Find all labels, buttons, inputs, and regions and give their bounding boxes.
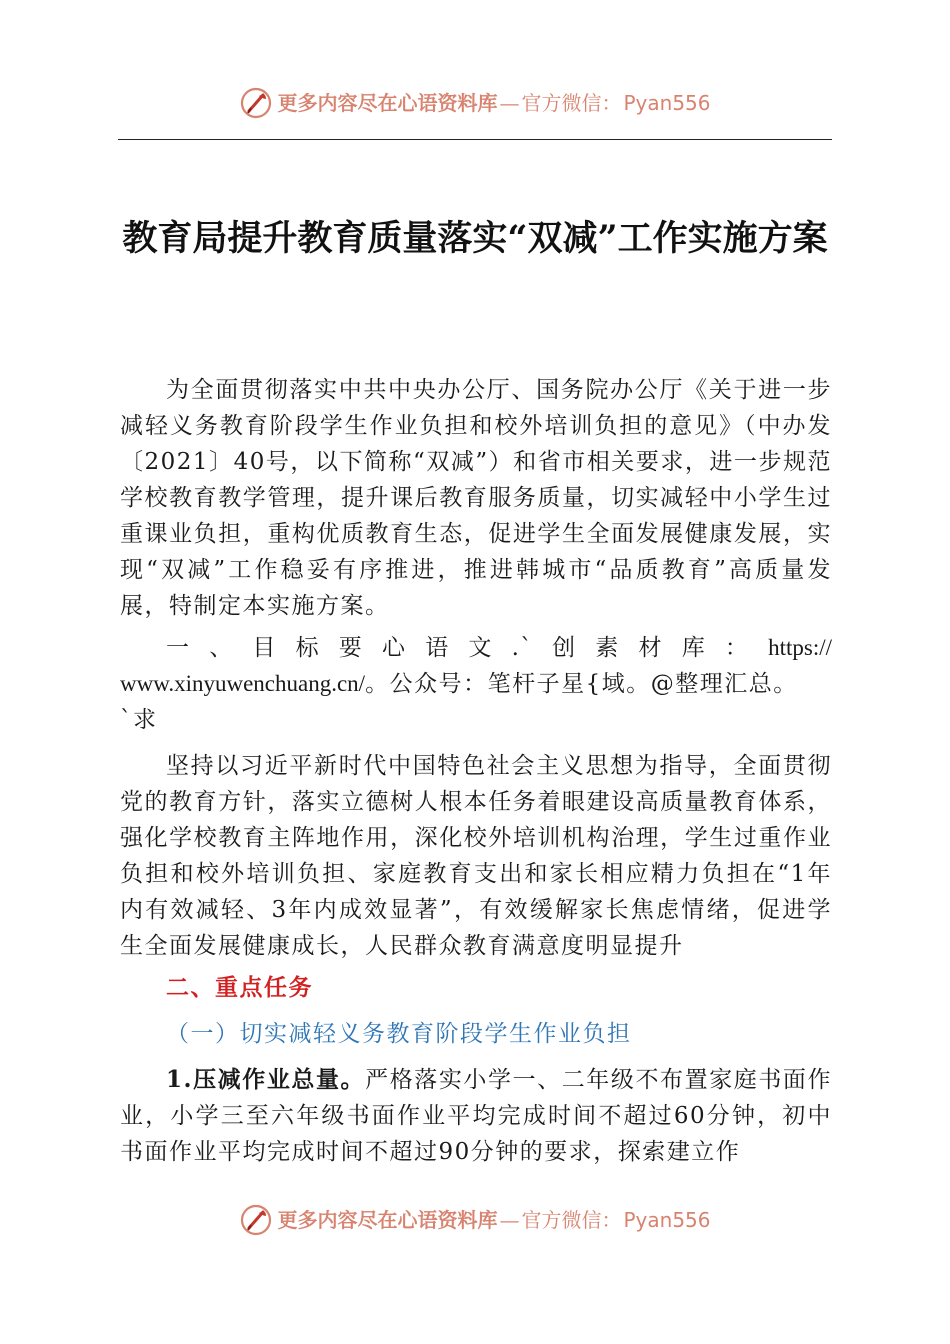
header-rule <box>118 139 832 140</box>
item1-lead: 1.压减作业总量。 <box>166 1066 366 1093</box>
banner-separator: — <box>499 91 520 115</box>
banner-separator: — <box>499 1208 520 1232</box>
section1-line <box>120 630 832 666</box>
footer-banner <box>0 1203 950 1237</box>
banner-text: 更多内容尽在心语资料库 <box>277 91 498 115</box>
section1-note: 。公众号：笔杆子星{域。@整理汇总。 <box>365 671 798 697</box>
document-title: 教育局提升教育质量落实“双减”工作实施方案 <box>122 218 828 259</box>
document-body <box>120 372 832 1170</box>
intro-paragraph: 为全面贯彻落实中共中央办公厅、国务院办公厅《关于进一步减轻义务教育阶段学生作业负担和校外培训负担的意见》（中办发〔2021〕40号，以下简称“双减”）和省市相关要求，进一步规范学校教育教学管理，提升课后教育服务质量，切实减轻中小学生过重课业负担，重构优质教育生态，促进学生全面发展健康发展，实现“双减”工作稳妥有序推进，推进韩城市“品质教育”高质量发展，特制定本实施方案。 <box>120 377 832 619</box>
banner-wechat-id: Pyan556 <box>623 1208 711 1232</box>
banner-wechat-label: 官方微信： <box>521 91 622 115</box>
goals-paragraph: 坚持以习近平新时代中国特色社会主义思想为指导，全面贯彻党的教育方针，落实立德树人根本任务着眼建设高质量教育体系，强化学校教育主阵地作用，深化校外培训机构治理，学生过重作业负担和校外培训负担、家庭教育支出和家长相应精力负担在“1年内有效减轻、3年内成效显著”，有效缓解家长焦虑情绪，促进学生全面发展健康成长，人民群众教育满意度明显提升 <box>120 753 832 959</box>
section1-heading-text: 一、目标要心语文.`创素材库： <box>166 635 769 661</box>
item1-text: 严格落实小学一、二年级不布置家庭书面作业，小学三至六年级书面作业平均完成时间不超过60分钟，初中书面作业平均完成时间不超过90分钟的要求，探索建立作 <box>120 1067 832 1165</box>
banner-text: 更多内容尽在心语资料库 <box>277 1208 498 1232</box>
header-banner <box>0 86 950 120</box>
quill-logo-icon <box>239 86 273 120</box>
quill-logo-icon <box>239 1203 273 1237</box>
section1-line2 <box>120 666 832 702</box>
section1-line3: `求 <box>120 707 158 733</box>
item1-paragraph <box>120 1062 832 1170</box>
section1-url-part1: https:// <box>768 635 832 660</box>
section1-url-part2: www.xinyuwenchuang.cn/ <box>120 671 366 696</box>
section2-heading: 二、重点任务 <box>166 975 313 1001</box>
banner-wechat-id: Pyan556 <box>623 91 711 115</box>
subsection1-heading: （一）切实减轻义务教育阶段学生作业负担 <box>166 1021 632 1047</box>
banner-wechat-label: 官方微信： <box>521 1208 622 1232</box>
